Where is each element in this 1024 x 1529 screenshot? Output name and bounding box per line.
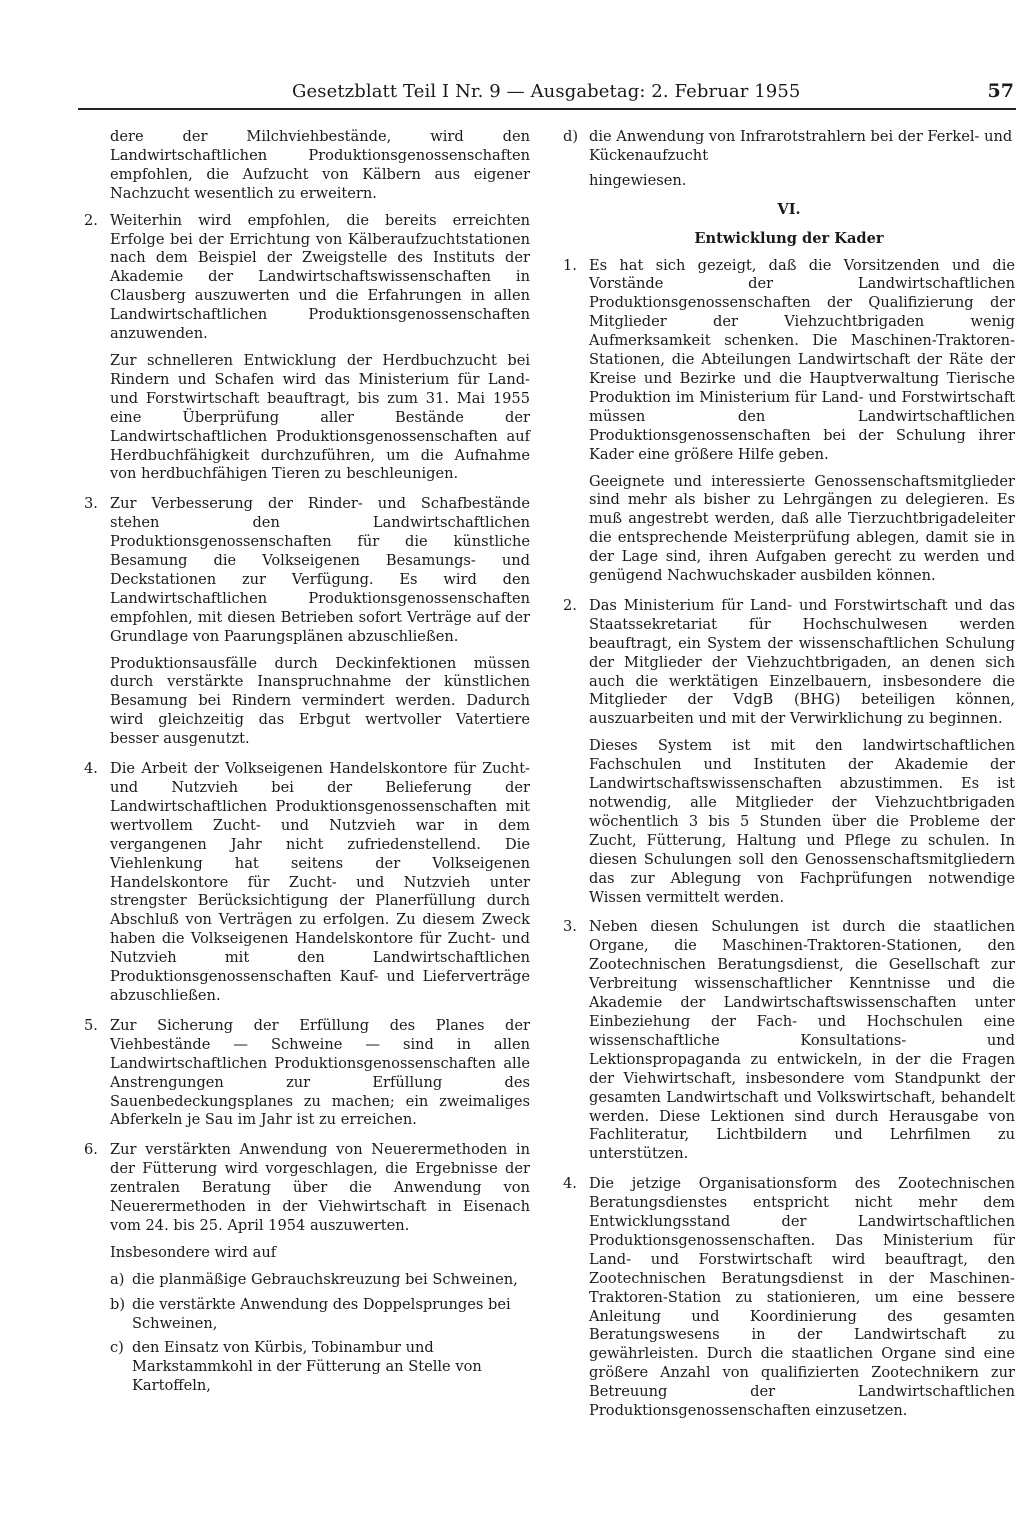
sub-item-a xyxy=(110,1271,530,1290)
paragraph: Insbesondere wird auf xyxy=(110,1243,277,1261)
numbered-item-2 xyxy=(563,597,1015,908)
item-number: 4. xyxy=(563,1175,577,1193)
item-number: 1. xyxy=(563,256,577,274)
paragraph: Produktionsausfälle durch Deckinfektionen müssen durch verstärkte Inanspruchnahme der künstlichen Besamung bei Rindern vermindert werden. Dadurch wird gleichzeitig das Erbgut wertvoller Vatertiere besser ausgenutzt. xyxy=(110,654,530,748)
sub-item-label: b) xyxy=(110,1295,126,1313)
paragraph: Dieses System ist mit den landwirtschaftlichen Fachschulen und Instituten der Akademie der Landwirtschaftswissenschaften abzustimmen. Es ist notwendig, alle Mitglieder der Viehzuchtbrigaden wöchentlich 3 bis 5 Stunden über die Probleme der Zucht, Fütterung, Haltung und Pflege zu schulen. In diesen Schulungen soll den Genossenschaftsmitgliedern das zur Ablegung von Fachprüfungen notwendige Wissen vermittelt werden. xyxy=(589,737,1015,906)
sub-item-text: den Einsatz von Kürbis, Tobinambur und Markstammkohl in der Fütterung an Stelle von Kartoffeln, xyxy=(132,1339,482,1395)
paragraph: Zur Verbesserung der Rinder- und Schafbestände stehen den Landwirtschaftlichen Produktionsgenossenschaften für die künstliche Besamung die Volkseigenen Besamungs- und Deckstationen zur Verfügung. Es wird den Landwirtschaftlichen Produktionsgenossenschaften empfohlen, mit diesen Betrieben sofort Verträge auf der Grundlage von Paarungsplänen abzuschließen. xyxy=(110,495,530,645)
page-header xyxy=(78,80,1016,110)
item-number: 3. xyxy=(84,495,98,513)
paragraph: Die jetzige Organisationsform des Zootechnischen Beratungsdienstes entspricht nicht mehr dem Entwicklungsstand der Landwirtschaftlichen Produktionsgenossenschaften. Das Ministerium für Land- und Forstwirtschaft wird beauftragt, den Zootechnischen Beratungsdienst in der Maschinen-Traktoren-Station zu stationieren, um eine bessere Anleitung und Koordinierung des gesamten Beratungswesens in der Landwirtschaft zu gewährleisten. Durch die staatlichen Organe sind eine größere Anzahl von qualifizierten Zootechnikern zur Betreuung der Landwirtschaftlichen Produktionsgenossenschaften einzusetzen. xyxy=(589,1175,1015,1420)
numbered-item-2 xyxy=(84,212,530,485)
paragraph: Die Arbeit der Volkseigenen Handelskontore für Zucht- und Nutzvieh bei der Belieferung der Landwirtschaftlichen Produktionsgenossenschaften mit wertvollem Zucht- und Nutzvieh war in dem vergangenen Jahr nicht zufriedenstellend. Die Viehlenkung hat seitens der Volkseigenen Handelskontore für Zucht- und Nutzvieh unter strengster Berücksichtigung der Planerfüllung durch Abschluß von Verträgen zu erfolgen. Zu diesem Zweck haben die Volkseigenen Handelskontore für Zucht- und Nutzvieh mit den Landwirtschaftlichen Produktionsgenossenschaften Kauf- und Lieferverträge abzuschließen. xyxy=(110,760,530,1004)
item-number: 3. xyxy=(563,918,577,936)
header-title: Gesetzblatt Teil I Nr. 9 — Ausgabetag: 2. Februar 1955 xyxy=(292,81,801,102)
numbered-item-3 xyxy=(84,495,530,749)
numbered-item-3 xyxy=(563,918,1015,1164)
item-number: 5. xyxy=(84,1016,98,1034)
item-number: 2. xyxy=(84,211,98,229)
item-number: 6. xyxy=(84,1141,98,1159)
right-column xyxy=(563,128,1015,1432)
numbered-item-4 xyxy=(563,1175,1015,1421)
sub-item-label: c) xyxy=(110,1339,124,1357)
numbered-item-5 xyxy=(84,1017,530,1130)
sub-item-d xyxy=(563,128,1015,166)
paragraph: Neben diesen Schulungen ist durch die staatlichen Organe, die Maschinen-Traktoren-Stationen, den Zootechnischen Beratungsdienst, die Gesellschaft zur Verbreitung wissenschaftlicher Kenntnisse und die Akademie der Landwirtschaftswissenschaften unter Einbeziehung der Fach- und Hochschulen eine wissenschaftliche Konsultations- und Lektionspropaganda zu entwickeln, in der die Fragen der Viehwirtschaft, insbesondere vom Standpunkt der gesamten Landwirtschaft und Volkswirtschaft, behandelt werden. Diese Lektionen sind durch Herausgabe von Fachliteratur, Lichtbildern und Lehrfilmen zu unterstützen. xyxy=(589,918,1015,1163)
sub-item-b xyxy=(110,1296,530,1334)
left-column xyxy=(84,128,530,1407)
paragraph: dere der Milchviehbestände, wird den Landwirtschaftlichen Produktionsgenossenschaften empfohlen, die Aufzucht von Kälbern aus eigener Nachzucht wesentlich zu erweitern. xyxy=(110,128,530,202)
section-title: Entwicklung der Kader xyxy=(694,229,884,247)
paragraph: Das Ministerium für Land- und Forstwirtschaft und das Staatssekretariat für Hochschulwesen werden beauftragt, ein System der wissenschaftlichen Schulung der Mitglieder der Viehzuchtbrigaden, an denen sich auch die werktätigen Einzelbauern, insbesondere die Mitglieder der VdgB (BHG) beteiligen können, auszuarbeiten und mit der Verwirklichung zu beginnen. xyxy=(589,596,1015,728)
paragraph: Zur verstärkten Anwendung von Neuerermethoden in der Fütterung wird vorgeschlagen, die Ergebnisse der zentralen Beratung über die Anwendung von Neuerermethoden in der Viehwirtschaft in Eisenach vom 24. bis 25. April 1954 auszuwerten. xyxy=(110,1141,530,1234)
item-number: 2. xyxy=(563,596,577,614)
paragraph: Zur Sicherung der Erfüllung des Planes der Viehbestände — Schweine — sind in allen Landwirtschaftlichen Produktionsgenossenschaften alle Anstrengungen zur Erfüllung des Sauenbedeckungsplanes zu machen; ein zweimaliges Abferkeln je Sau im Jahr ist zu erreichen. xyxy=(110,1016,530,1129)
paragraph: hingewiesen. xyxy=(589,171,687,189)
paragraph: Zur schnelleren Entwicklung der Herdbuchzucht bei Rindern und Schafen wird das Ministerium für Land- und Forstwirtschaft beauftragt, bis zum 31. Mai 1955 eine Überprüfung aller Bestände der Landwirtschaftlichen Produktionsgenossenschaften auf Herdbuchfähigkeit durchzuführen, um die Aufnahme von herdbuchfähigen Tieren zu beschleunigen. xyxy=(110,351,530,483)
numbered-item-1 xyxy=(563,257,1015,586)
sub-item-label: a) xyxy=(110,1270,125,1288)
sub-item-label: d) xyxy=(563,128,579,145)
numbered-item-6 xyxy=(84,1141,530,1396)
item-number: 4. xyxy=(84,760,98,778)
sub-item-c xyxy=(110,1339,530,1396)
sub-item-text: die Anwendung von Infrarotstrahlern bei der Ferkel- und Kückenaufzucht xyxy=(589,128,1013,164)
sub-item-text: die verstärkte Anwendung des Doppelsprunges bei Schweinen, xyxy=(132,1295,511,1332)
section-number: VI. xyxy=(777,200,801,218)
page-number: 57 xyxy=(987,80,1014,102)
paragraph: Es hat sich gezeigt, daß die Vorsitzenden und die Vorstände der Landwirtschaftlichen Produktionsgenossenschaften der Qualifizierung der Mitglieder der Viehzuchtbrigaden wenig Aufmerksamkeit schenken. Die Maschinen-Traktoren-Stationen, die Abteilungen Landwirtschaft der Räte der Kreise und Bezirke und die Hauptverwaltung Tierische Produktion im Ministerium für Land- und Forstwirtschaft müssen den Landwirtschaftlichen Produktionsgenossenschaften bei der Schulung ihrer Kader eine größere Hilfe geben. xyxy=(589,256,1015,463)
paragraph: Weiterhin wird empfohlen, die bereits erreichten Erfolge bei der Errichtung von Kälberaufzuchtstationen nach dem Beispiel der Zweigstelle des Instituts der Akademie der Landwirtschaftswissenschaften in Clausberg auszuwerten und die Erfahrungen in allen Landwirtschaftlichen Produktionsgenossenschaften anzuwenden. xyxy=(110,211,530,343)
sub-item-text: die planmäßige Gebrauchskreuzung bei Schweinen, xyxy=(132,1270,518,1288)
paragraph: Geeignete und interessierte Genossenschaftsmitglieder sind mehr als bisher zu Lehrgängen zu delegieren. Es muß angestrebt werden, daß alle Tierzuchtbrigadeleiter die entsprechende Meisterprüfung ablegen, damit sie in der Lage sind, ihren Aufgaben gerecht zu werden und genügend Nachwuchskader ausbilden können. xyxy=(589,472,1015,585)
paragraph-continuation xyxy=(84,128,530,204)
numbered-item-4 xyxy=(84,760,530,1006)
